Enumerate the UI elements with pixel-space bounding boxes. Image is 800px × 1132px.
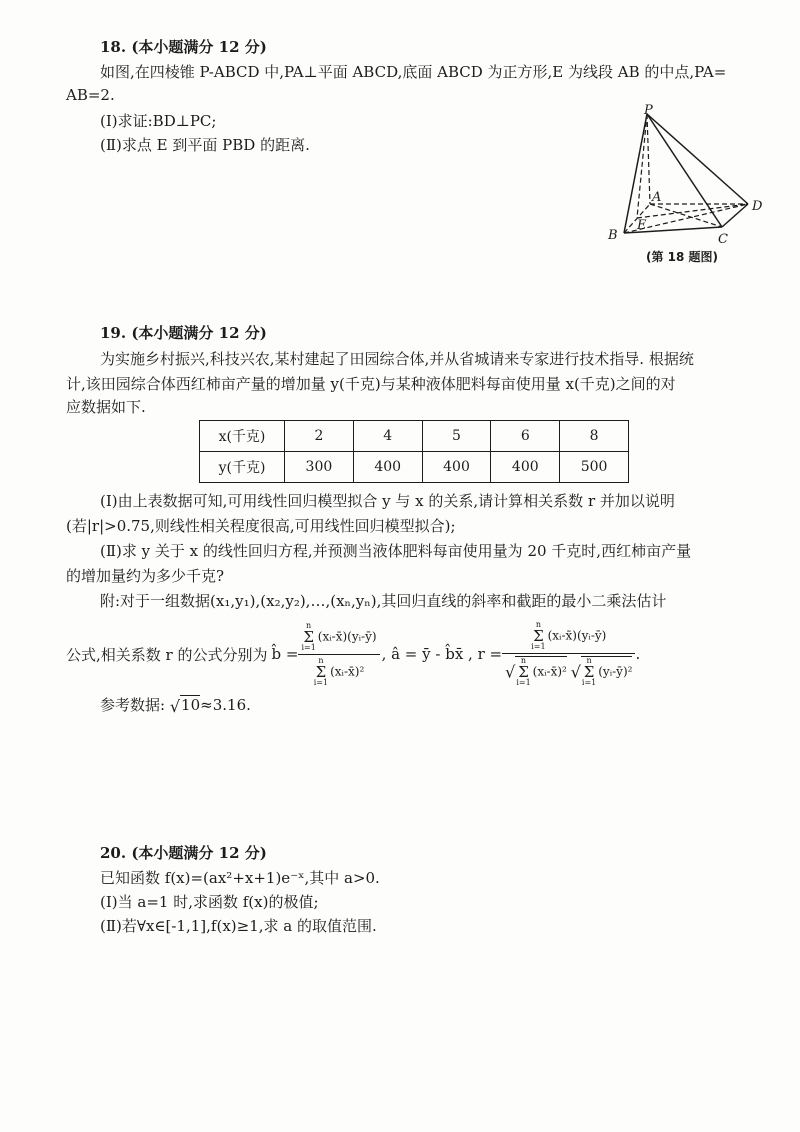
label-d: D — [752, 199, 763, 214]
table-cell: 500 — [560, 452, 629, 483]
r-fraction — [502, 621, 635, 687]
table-row-x — [200, 421, 629, 452]
table-cell: 8 — [560, 421, 629, 452]
sum-symbol: n Σ i=1 — [301, 620, 316, 652]
q20-part2: (Ⅱ)若∀x∈[-1,1],f(x)≥1,求 a 的取值范围. — [100, 917, 377, 935]
b-hat-label: b̂ = — [271, 645, 299, 663]
q19-intro1: 为实施乡村振兴,科技兴农,某村建起了田园综合体,并从省城请来专家进行技术指导. 根据统 — [100, 350, 694, 368]
table-cell: 5 — [422, 421, 491, 452]
sum-symbol: n Σ i=1 — [531, 620, 546, 651]
q18-header: 18. (本小题满分 12 分) — [100, 38, 267, 56]
formula-line — [66, 618, 640, 690]
table-cell: 400 — [491, 452, 560, 483]
q19-part2-b: 的增加量约为多少千克? — [66, 567, 225, 585]
q19-header: 19. (本小题满分 12 分) — [100, 324, 267, 342]
label-c: C — [718, 232, 728, 247]
formula-end: . — [635, 645, 641, 663]
q20-part1: (Ⅰ)当 a=1 时,求函数 f(x)的极值; — [100, 893, 319, 911]
table-cell: 400 — [422, 452, 491, 483]
sqrt-icon: √ — [505, 662, 516, 682]
label-p: P — [644, 103, 653, 118]
pyramid-figure — [600, 100, 780, 270]
table-cell: 4 — [353, 421, 422, 452]
table-cell: 400 — [353, 452, 422, 483]
figure-caption: (第 18 题图) — [646, 250, 719, 264]
formula-prefix: 公式,相关系数 r 的公式分别为 — [66, 645, 268, 664]
sqrt-icon: √ — [169, 697, 181, 716]
reference-prefix: 参考数据: — [100, 696, 166, 714]
q19-part1-b: (若|r|>0.75,则线性相关程度很高,可用线性回归模型拟合); — [66, 517, 456, 535]
sum-symbol: n Σ i=1 — [581, 656, 597, 687]
sum-symbol: n Σ i=1 — [516, 656, 531, 687]
reference-value: ≈3.16. — [200, 696, 251, 714]
q19-intro3: 应数据如下. — [66, 398, 146, 416]
table-header-y: y(千克) — [200, 452, 285, 483]
q19-part2-a: (Ⅱ)求 y 关于 x 的线性回归方程,并预测当液体肥料每亩使用量为 20 千克时,西红柿亩产量 — [100, 542, 692, 560]
b-fraction — [298, 622, 379, 687]
q18-part2: (Ⅱ)求点 E 到平面 PBD 的距离. — [100, 136, 310, 154]
reference-data — [100, 694, 251, 716]
data-table — [199, 420, 629, 483]
b-numerator: (xᵢ-x̄)(yᵢ-ȳ) — [317, 629, 377, 643]
q18-line1: 如图,在四棱锥 P-ABCD 中,PA⊥平面 ABCD,底面 ABCD 为正方形,E 为线段 AB 的中点,PA= — [100, 63, 727, 81]
q19-intro2: 计,该田园综合体西红柿亩产量的增加量 y(千克)与某种液体肥料每亩使用量 x(千克)之间的对 — [66, 375, 676, 393]
q19-part1-a: (Ⅰ)由上表数据可知,可用线性回归模型拟合 y 与 x 的关系,请计算相关系数 r 并加以说明 — [100, 492, 675, 510]
r-denominator-1: (xᵢ-x̄)² — [532, 664, 567, 679]
table-header-x: x(千克) — [200, 421, 285, 452]
q19-note1: 附:对于一组数据(x₁,y₁),(x₂,y₂),…,(xₙ,yₙ),其回归直线的斜率和截距的最小二乘法估计 — [100, 592, 667, 610]
q18-line2: AB=2. — [66, 86, 115, 104]
q18-part1: (Ⅰ)求证:BD⊥PC; — [100, 112, 217, 130]
table-row-y — [200, 452, 629, 483]
label-b: B — [608, 228, 618, 243]
r-denominator-2: (yᵢ-ȳ)² — [598, 664, 633, 679]
q20-line1: 已知函数 f(x)=(ax²+x+1)e⁻ˣ,其中 a>0. — [100, 869, 380, 887]
sum-symbol: n Σ i=1 — [313, 655, 329, 687]
a-hat-formula: , â = ȳ - b̂x̄ , r = — [381, 645, 503, 663]
label-a: A — [652, 190, 662, 205]
table-cell: 6 — [491, 421, 560, 452]
r-numerator: (xᵢ-x̄)(yᵢ-ȳ) — [547, 628, 607, 643]
table-cell: 2 — [285, 421, 354, 452]
reference-radicand: 10 — [181, 696, 201, 714]
q20-header: 20. (本小题满分 12 分) — [100, 844, 267, 862]
table-cell: 300 — [285, 452, 354, 483]
b-denominator: (xᵢ-x̄)² — [330, 664, 365, 678]
sqrt-icon: √ — [570, 662, 581, 682]
label-e: E — [637, 218, 647, 233]
